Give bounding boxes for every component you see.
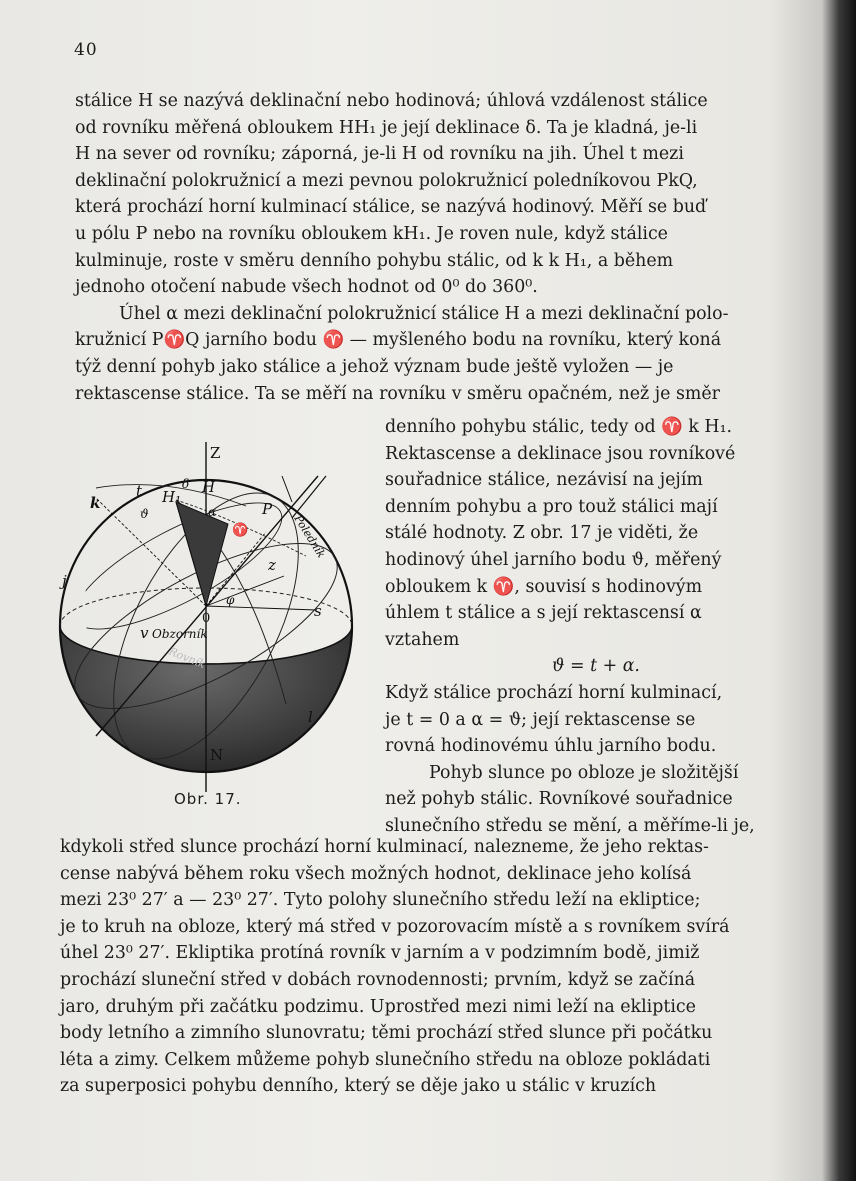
text-line: než pohyb stálic. Rovníkové souřadnice <box>385 789 733 810</box>
text-line: jednoho otočení nabude všech hodnot od 0⁰ do 360⁰. <box>75 277 538 298</box>
text-line: rektascense stálice. Ta se měří na rovníku v směru opačném, než je směr <box>75 383 720 404</box>
page-number: 40 <box>74 40 98 60</box>
label-l: l <box>308 708 313 726</box>
text-block-bottom <box>60 834 766 1100</box>
text-line: denního pohybu stálic, tedy od ♈ k H₁. <box>385 417 733 437</box>
text-line: Rektascense a deklinace jsou rovníkové <box>385 443 736 464</box>
label-theta: ϑ <box>140 507 149 521</box>
text-line: léta a zimy. Celkem můžeme pohyb slunečního středu na obloze pokládati <box>60 1049 711 1070</box>
text-line: cense nabývá během roku všech možných hodnot, deklinace jeho kolísá <box>60 863 692 884</box>
text-line: deklinační polokružnicí a mezi pevnou polokružnicí poledníkovou PkQ, <box>75 170 698 191</box>
text-line: je t = 0 a α = ϑ; její rektascense se <box>385 709 696 730</box>
label-s: s <box>314 602 322 620</box>
text-line: obloukem k ♈, souvisí s hodinovým <box>385 576 703 597</box>
formula: ϑ = t + α. <box>552 656 640 677</box>
text-line: kružnicí P♈Q jarního bodu ♈ — myšleného bodu na rovníku, který koná <box>75 330 722 351</box>
text-line: od rovníku měřená obloukem HH₁ je její deklinace δ. Ta je kladná, je-li <box>75 117 698 138</box>
label-H: H <box>202 478 216 496</box>
text-line: stálice H se nazývá deklinační nebo hodinová; úhlová vzdálenost stálice <box>75 91 708 111</box>
text-line: mezi 23⁰ 27′ a — 23⁰ 27′. Tyto polohy slunečního středu leží na ekliptice; <box>60 890 701 911</box>
label-aries: ♈ <box>232 523 249 538</box>
text-line: Když stálice prochází horní kulminací, <box>385 682 723 703</box>
label-O: 0 <box>202 611 211 626</box>
text-line: úhel 23⁰ 27′. Ekliptika protíná rovník v jarním a v podzimním bodě, jimiž <box>60 943 700 964</box>
label-H1: H₁ <box>162 488 182 506</box>
text-block-right <box>385 414 767 840</box>
text-line: vztahem <box>385 629 460 650</box>
text-line: prochází sluneční střed v dobách rovnodennosti; prvním, když se začíná <box>60 969 696 990</box>
label-j: j <box>62 572 67 590</box>
text-line: Úhel α mezi deklinační polokružnicí stálice H a mezi deklinační polo- <box>119 303 729 324</box>
text-line: body letního a zimního slunovratu; těmi prochází střed slunce při počátku <box>60 1023 713 1044</box>
text-line: je to kruh na obloze, který má střed v pozorovacím místě a s rovníkem svírá <box>60 916 730 937</box>
celestial-sphere-diagram <box>56 436 368 796</box>
text-line: kdykoli střed slunce prochází horní kulminací, nalezneme, že jeho rektas- <box>60 837 709 857</box>
celestial-sphere-figure <box>56 436 368 816</box>
text-line: týž denní pohyb jako stálice a jehož význam bude ještě vyložen — je <box>75 356 674 377</box>
label-k: k <box>90 494 101 512</box>
text-line: za superposici pohybu denního, který se děje jako u stálic v kruzích <box>60 1076 657 1097</box>
figure-caption: Obr. 17. <box>174 790 242 808</box>
text-line: H na sever od rovníku; záporná, je-li H od rovníku na jih. Úhel t mezi <box>75 144 684 165</box>
label-Z: Z <box>210 444 221 462</box>
label-N: N <box>210 746 224 764</box>
text-line: úhlem t stálice a s její rektascensí α <box>385 603 702 624</box>
label-phi: φ <box>226 593 235 607</box>
label-alpha: α <box>208 505 217 519</box>
label-obzornik: Obzorník <box>152 627 208 641</box>
label-z: z <box>268 556 276 574</box>
label-v: v <box>140 624 149 642</box>
text-line: Pohyb slunce po obloze je složitější <box>429 762 739 783</box>
label-t: t <box>136 482 143 500</box>
text-line: rovná hodinovému úhlu jarního bodu. <box>385 736 717 757</box>
text-line: stálé hodnoty. Z obr. 17 je viděti, že <box>385 523 699 544</box>
text-line: která prochází horní kulminací stálice, se nazývá hodinový. Měří se buď <box>75 197 707 218</box>
text-line: jaro, druhým při začátku podzimu. Uprostřed mezi nimi leží na ekliptice <box>60 996 696 1017</box>
text-line: hodinový úhel jarního bodu ϑ, měřený <box>385 549 722 570</box>
text-line: denním pohybu a pro touž stálici mají <box>385 496 718 517</box>
label-polednik: Poledník <box>291 512 328 561</box>
text-line: souřadnice stálice, nezávisí na jejím <box>385 470 703 491</box>
text-line: u pólu P nebo na rovníku obloukem kH₁. Je roven nule, když stálice <box>75 223 668 244</box>
text-line: kulminuje, roste v směru denního pohybu stálic, od k k H₁, a během <box>75 250 674 271</box>
label-rovnik: Rovník <box>166 644 208 672</box>
text-block-top <box>75 88 767 407</box>
text-line: slunečního středu se mění, a měříme-li je, <box>385 815 755 836</box>
label-P: P <box>262 500 273 518</box>
label-delta: δ <box>182 477 190 491</box>
